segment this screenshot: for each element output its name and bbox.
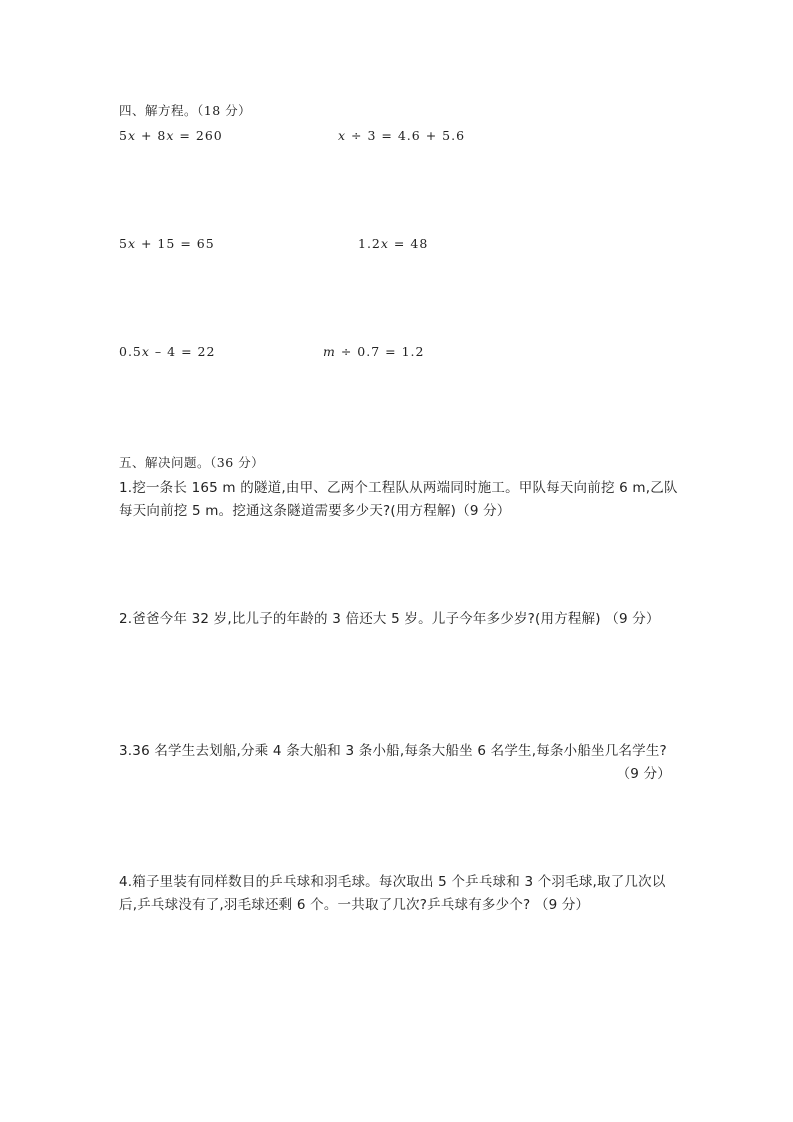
section-5-title: 五、解决问题。（36 分）	[119, 455, 265, 470]
equation-3: 5x + 15 = 65	[119, 236, 215, 251]
equation-5: 0.5x – 4 = 22	[119, 344, 216, 359]
problem-1-line-1: 1.挖一条长 165 m 的隧道,由甲、乙两个工程队从两端同时施工。甲队每天向前挖 6 m,乙队	[119, 480, 678, 496]
equation-2: x ÷ 3 = 4.6 + 5.6	[338, 128, 466, 143]
problem-3-line-1: 3.36 名学生去划船,分乘 4 条大船和 3 条小船,每条大船坐 6 名学生,每条小船坐几名学生?	[119, 743, 667, 759]
problem-4-line-2: 后,乒乓球没有了,羽毛球还剩 6 个。一共取了几次?乒乓球有多少个? （9 分）	[119, 897, 590, 913]
problem-1-line-2: 每天向前挖 5 m。挖通这条隧道需要多少天?(用方程解)（9 分）	[119, 503, 511, 519]
problem-4-line-1: 4.箱子里装有同样数目的乒乓球和羽毛球。每次取出 5 个乒乓球和 3 个羽毛球,取了几次以	[119, 874, 666, 890]
equation-4: 1.2x = 48	[358, 236, 429, 251]
equation-6: m ÷ 0.7 = 1.2	[323, 344, 425, 359]
problem-2-line-1: 2.爸爸今年 32 岁,比儿子的年龄的 3 倍还大 5 岁。儿子今年多少岁?(用方程解) （9 分）	[119, 611, 660, 627]
problem-3-line-2: （9 分）	[616, 766, 671, 782]
equation-1: 5x + 8x = 260	[119, 128, 223, 143]
section-4-title: 四、解方程。（18 分）	[119, 103, 252, 118]
